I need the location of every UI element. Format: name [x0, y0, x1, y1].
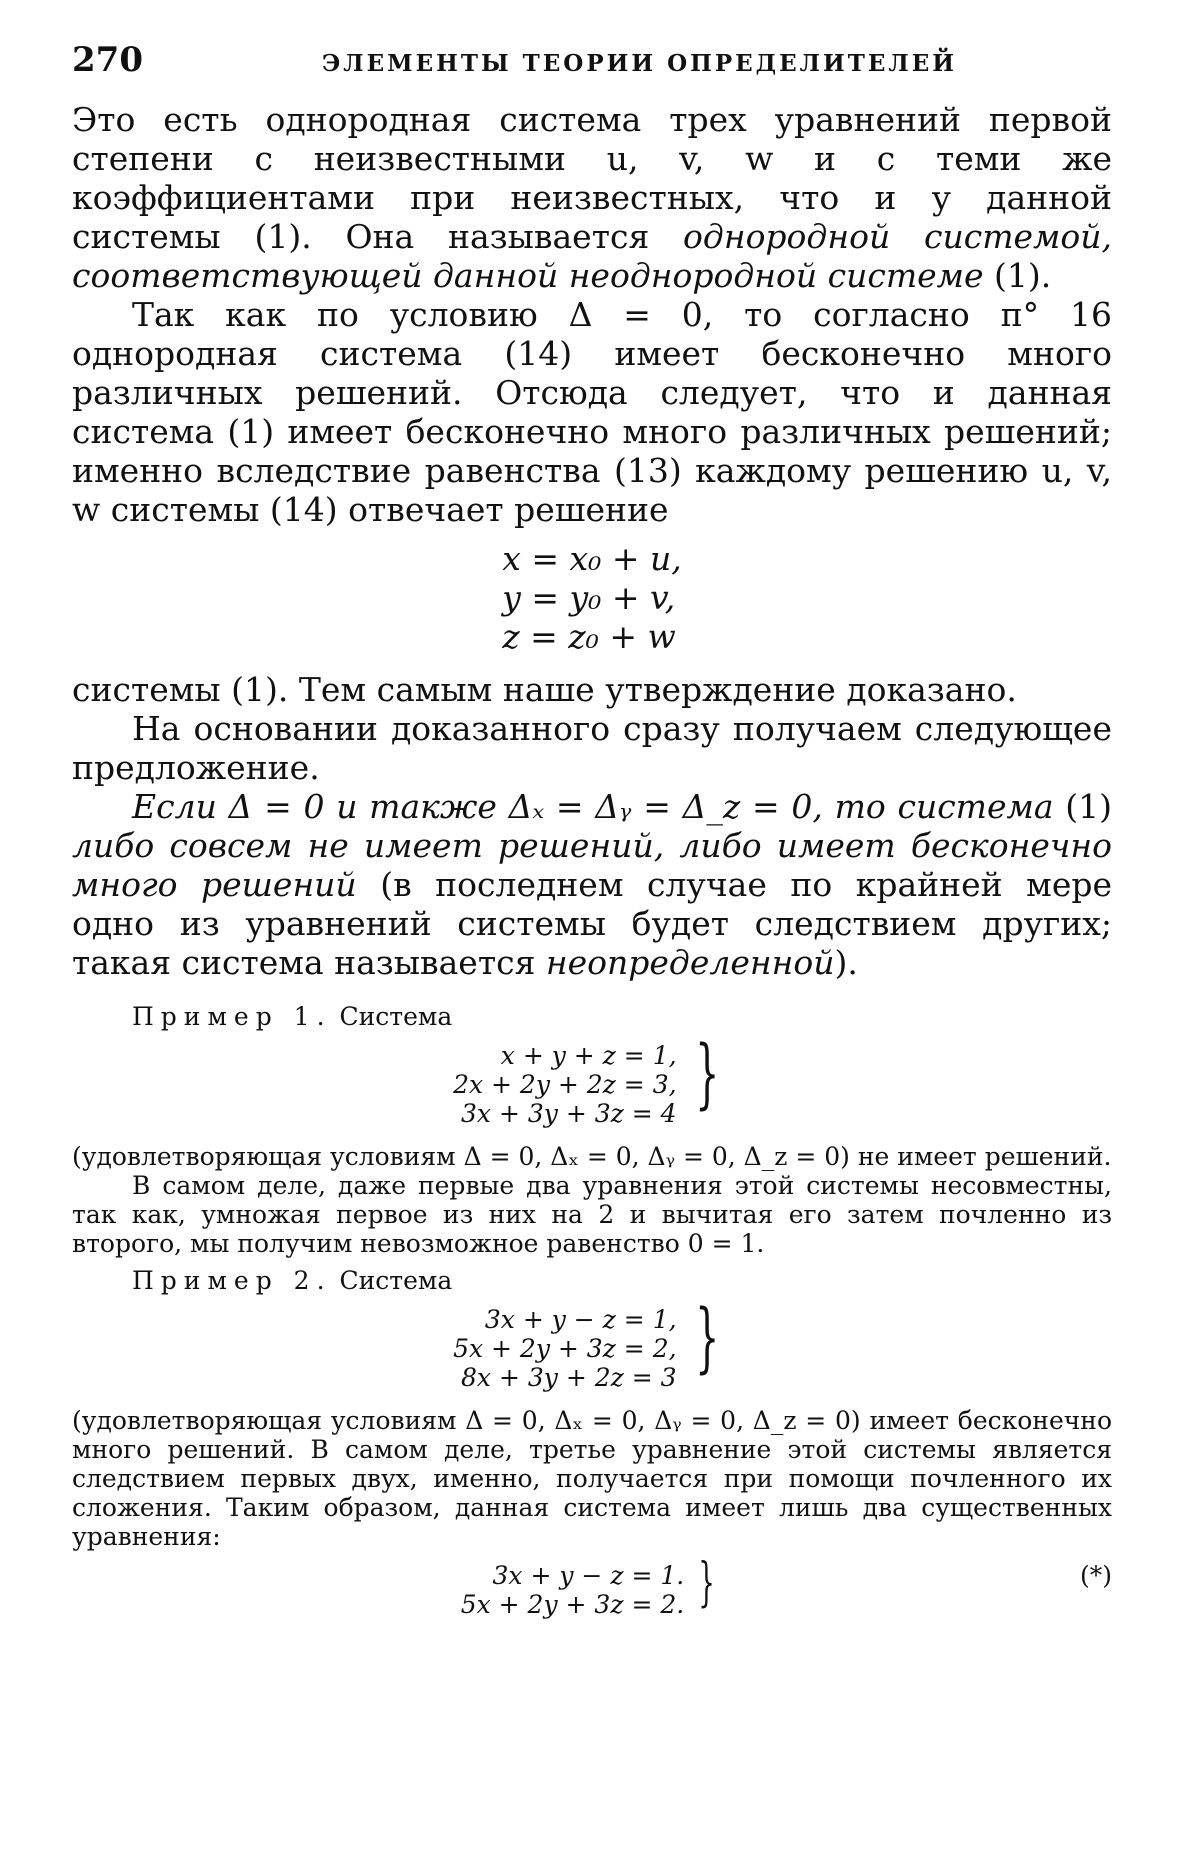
example-label: Пример 1.	[132, 1002, 332, 1031]
example-1-system	[72, 1028, 1112, 1128]
example-2-system	[72, 1292, 1112, 1392]
page	[72, 40, 1112, 1633]
example-label: Пример 2.	[132, 1266, 332, 1295]
equation-line: 2x + 2y + 2z = 3,	[453, 1070, 677, 1099]
running-header	[72, 40, 1112, 100]
reduced-system	[72, 1553, 1112, 1619]
equation-line: z = z₀ + w	[502, 617, 676, 656]
running-title: ЭЛЕМЕНТЫ ТЕОРИИ ОПРЕДЕЛИТЕЛЕЙ	[322, 50, 957, 77]
paragraph-homogeneous-system: Это есть однородная система трех уравнений первой степени с неизвестными u, v, w и с теми же коэффициентами при неизвестных, что и у данной системы (1). Она называется однородной системой, соответствующей данной неоднородной системе (1).	[72, 100, 1112, 295]
equation-line: y = y₀ + v,	[502, 578, 676, 617]
example-1-heading: Пример 1. Система	[132, 1002, 453, 1031]
paragraph-proposition-intro: На основании доказанного сразу получаем следующее предложение.	[72, 709, 1112, 787]
right-brace: }	[694, 1292, 719, 1381]
equation-line: 3x + 3y + 3z = 4	[461, 1099, 677, 1128]
example-2-heading: Пример 2. Система	[132, 1266, 453, 1295]
equation-line: 3x + y − z = 1.	[492, 1561, 685, 1590]
equation-tag: (*)	[1079, 1561, 1112, 1590]
paragraph-infinite-solutions: Так как по условию Δ = 0, то согласно п° 16 однородная система (14) имеет бесконечно много различных решений. Отсюда следует, что и данная система (1) имеет бесконечно много различных решений; именно вследствие равенства (13) каждому решению u, v, w системы (14) отвечает решение	[72, 295, 1112, 529]
equation-line: 5x + 2y + 3z = 2.	[460, 1590, 685, 1619]
solution-equations	[72, 539, 1112, 656]
equation-line: 8x + 3y + 2z = 3	[461, 1363, 677, 1392]
right-brace: }	[694, 1028, 719, 1117]
paragraph-proved: системы (1). Тем самым наше утверждение доказано.	[72, 670, 1017, 709]
equation-line: x = x₀ + u,	[502, 539, 682, 578]
example-2-conditions: (удовлетворяющая условиям Δ = 0, Δₓ = 0, Δᵧ = 0, Δ_z = 0) имеет бесконечно много решений. В самом деле, третье уравнение этой системы является следствием первых двух, именно, получается при помощи почленного их сложения. Таким образом, данная система имеет лишь два существенных уравнения:	[72, 1406, 1112, 1551]
equation-line: 5x + 2y + 3z = 2,	[453, 1334, 677, 1363]
proposition: Если Δ = 0 и также Δₓ = Δᵧ = Δ_z = 0, то система (1) либо совсем не имеет решений, либо имеет бесконечно много решений (в последнем случае по крайней мере одно из уравнений системы будет следствием других; такая система называется неопределенной).	[72, 787, 1113, 982]
emphasis: однородной системой, соответствующей данной неоднородной системе	[72, 217, 1112, 295]
right-brace: }	[698, 1553, 716, 1613]
example-1-conditions: (удовлетворяющая условиям Δ = 0, Δₓ = 0, Δᵧ = 0, Δ_z = 0) не имеет решений.	[72, 1142, 1112, 1171]
example-1-proof: В самом деле, даже первые два уравнения этой системы несовместны, так как, умножая первое из них на 2 и вычитая его затем почленно из второго, мы получим невозможное равенство 0 = 1.	[72, 1171, 1112, 1258]
page-number: 270	[72, 40, 143, 80]
equation-line: x + y + z = 1,	[500, 1041, 677, 1070]
equation-line: 3x + y − z = 1,	[484, 1305, 677, 1334]
